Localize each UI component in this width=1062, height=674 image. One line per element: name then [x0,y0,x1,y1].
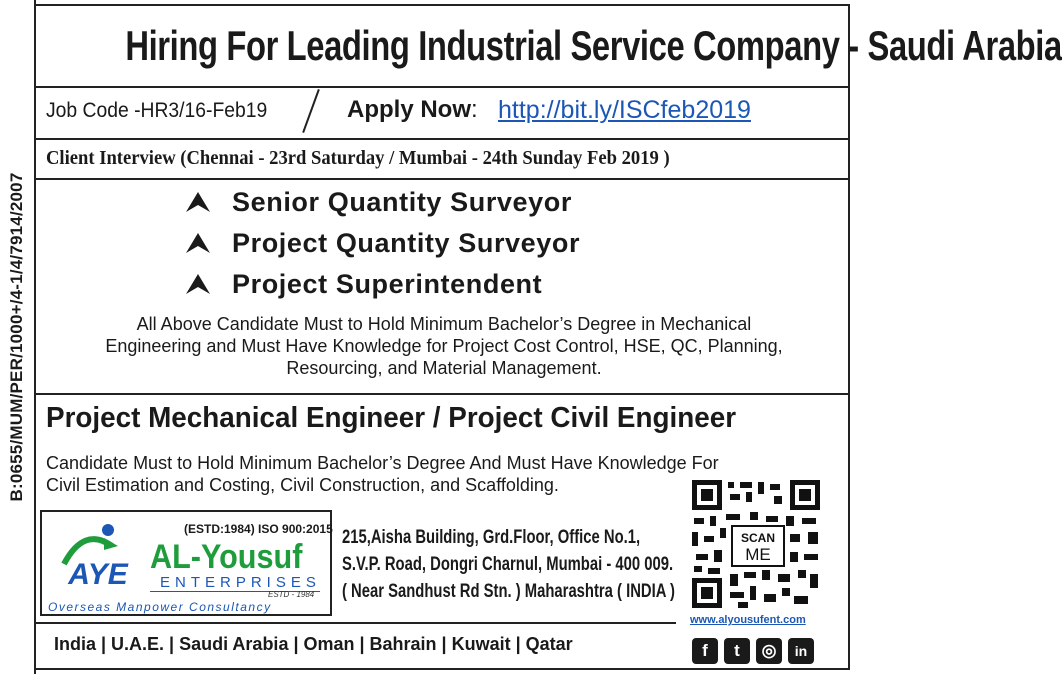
website-link[interactable]: www.alyousufent.com [690,614,806,626]
position-label: Senior Quantity Surveyor [232,186,572,217]
qr-caption-top: SCAN [740,531,776,545]
arrowhead-bullet-icon [186,274,210,294]
company-logo-icon [48,516,148,596]
company-established: ESTD - 1984 [268,590,315,599]
apply-now-text: Apply Now [347,96,471,123]
qr-code[interactable] [690,478,822,610]
interview-schedule: Client Interview (Chennai - 23rd Saturday / Mumbai - 24th Sunday Feb 2019 ) [46,147,670,169]
address-line: S.V.P. Road, Dongri Charnul, Mumbai - 400 009. [342,554,674,575]
company-certification: (ESTD:1984) ISO 900:2015 [184,522,333,536]
requirement-line: Candidate Must to Hold Minimum Bachelor’s Degree And Must Have Knowledge For [46,453,719,473]
company-name: AL-Yousuf [150,538,303,576]
divider [36,178,848,180]
company-address [342,524,675,605]
arrowhead-bullet-icon [186,192,210,212]
address-line: ( Near Sandhust Rd Stn. ) Maharashtra ( INDIA ) [342,581,675,602]
page-title: Hiring For Leading Industrial Service Company - Saudi Arabia [125,22,1062,69]
linkedin-icon[interactable]: in [788,638,814,664]
position-item [186,225,580,261]
requirement-line: All Above Candidate Must to Hold Minimum Bachelor’s Degree in Mechanical [136,314,752,334]
apply-now-label [347,96,478,124]
requirement-line: Civil Estimation and Costing, Civil Construction, and Scaffolding. [46,475,559,495]
divider [36,622,676,624]
registration-code: B:0655/MUM/PER/1000+/4-1/4/7914/2007 [7,172,26,502]
apply-separator: : [471,96,478,123]
divider [36,86,848,88]
qr-caption-bottom: ME [745,545,771,564]
position-item [186,184,572,220]
apply-link[interactable]: http://bit.ly/ISCfeb2019 [498,96,751,124]
requirement-line: Resourcing, and Material Management. [286,358,602,378]
requirement-line: Engineering and Must Have Knowledge for Project Cost Control, HSE, QC, Planning, [105,336,783,356]
company-subtitle: ENTERPRISES [160,574,321,591]
company-tagline: Overseas Manpower Consultancy [48,600,272,614]
divider [36,138,848,140]
position-label: Project Quantity Surveyor [232,227,581,258]
registration-strip [0,0,36,674]
project-roles-heading: Project Mechanical Engineer / Project Civil Engineer [46,402,737,434]
divider [36,393,848,395]
position-label: Project Superintendent [232,268,543,299]
position-item [186,266,542,302]
logo-letters: AYE [68,558,128,591]
address-line: 215,Aisha Building, Grd.Floor, Office No.1, [342,527,641,548]
facebook-icon[interactable]: f [692,638,718,664]
arrowhead-bullet-icon [186,233,210,253]
twitter-icon[interactable]: t [724,638,750,664]
country-list: India | U.A.E. | Saudi Arabia | Oman | Bahrain | Kuwait | Qatar [54,634,573,654]
requirements-senior-roles [40,313,848,379]
instagram-icon[interactable]: ◎ [756,638,782,664]
job-code: Job Code -HR3/16-Feb19 [46,99,268,122]
